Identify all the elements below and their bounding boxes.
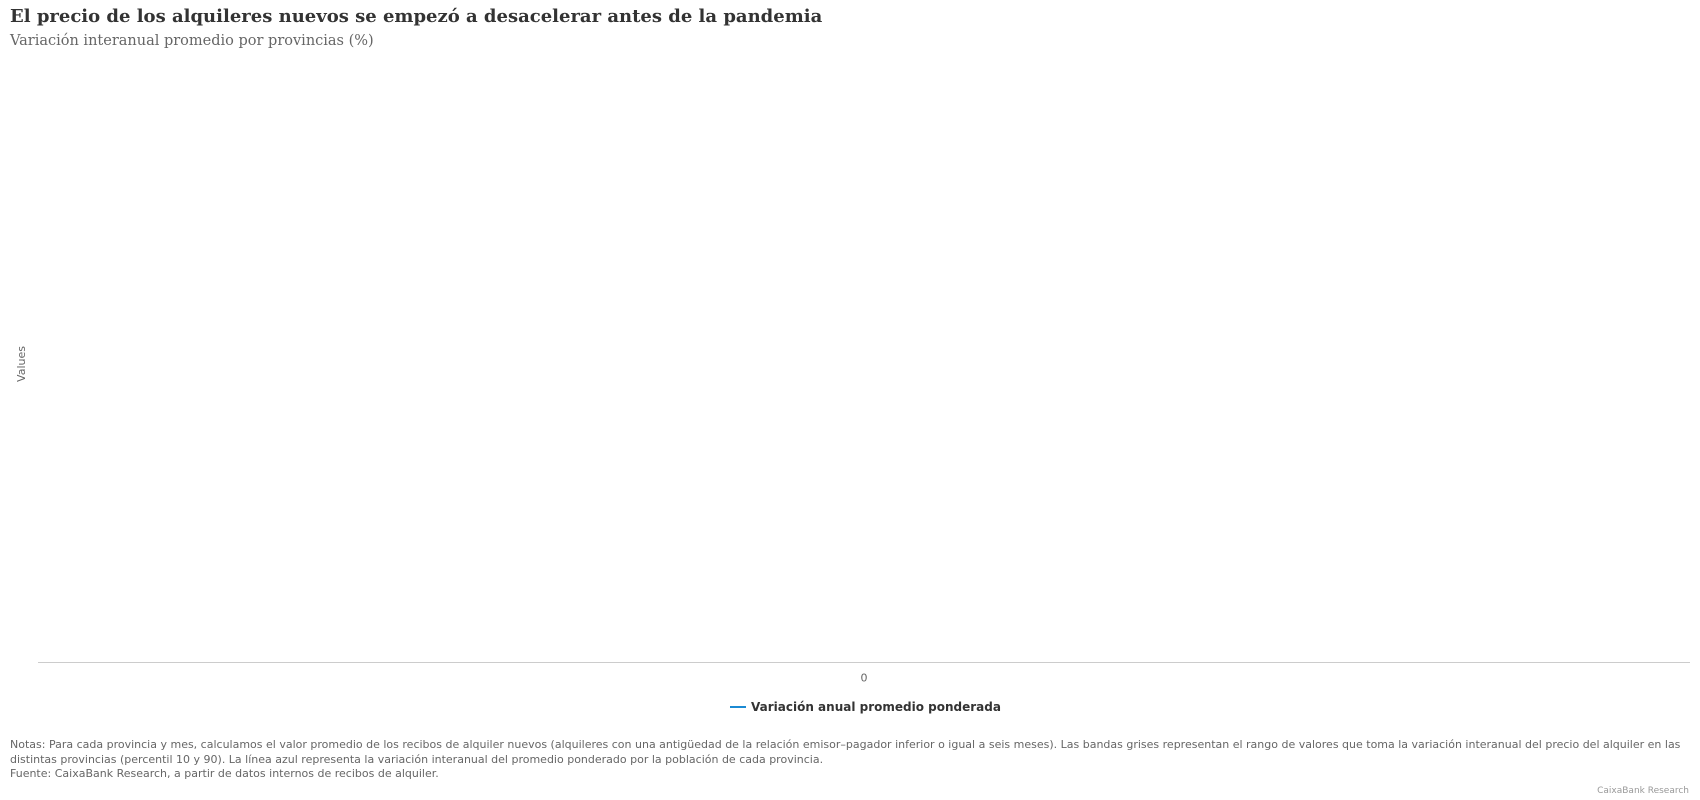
chart-subtitle: Variación interanual promedio por provincias (%) (10, 33, 374, 49)
notes (10, 738, 1690, 782)
chart-title: El precio de los alquileres nuevos se empezó a desacelerar antes de la pandemia (10, 6, 823, 27)
legend-item[interactable] (730, 700, 1001, 714)
y-axis-label: Values (15, 346, 28, 382)
plot-area (15, 346, 1690, 685)
source-text: Fuente: CaixaBank Research, a partir de datos internos de recibos de alquiler. (10, 767, 439, 780)
x-axis-ticks (861, 672, 868, 685)
credits-link[interactable]: CaixaBank Research (1597, 786, 1689, 796)
legend-label: Variación anual promedio ponderada (751, 700, 1001, 714)
legend-line-swatch (730, 706, 746, 708)
notes-text: Notas: Para cada provincia y mes, calculamos el valor promedio de los recibos de alquiler nuevos (alquileres con una antigüedad de la relación emisor–pagador inferior o igual a seis meses). Las bandas grises representan el rango de valores que toma la variación interanual del precio del alquiler en las distintas provincias (percentil 10 y 90). La línea azul representa la variación interanual del promedio ponderado por la población de cada provincia. (10, 738, 1681, 766)
x-tick-label: 0 (860, 671, 868, 685)
